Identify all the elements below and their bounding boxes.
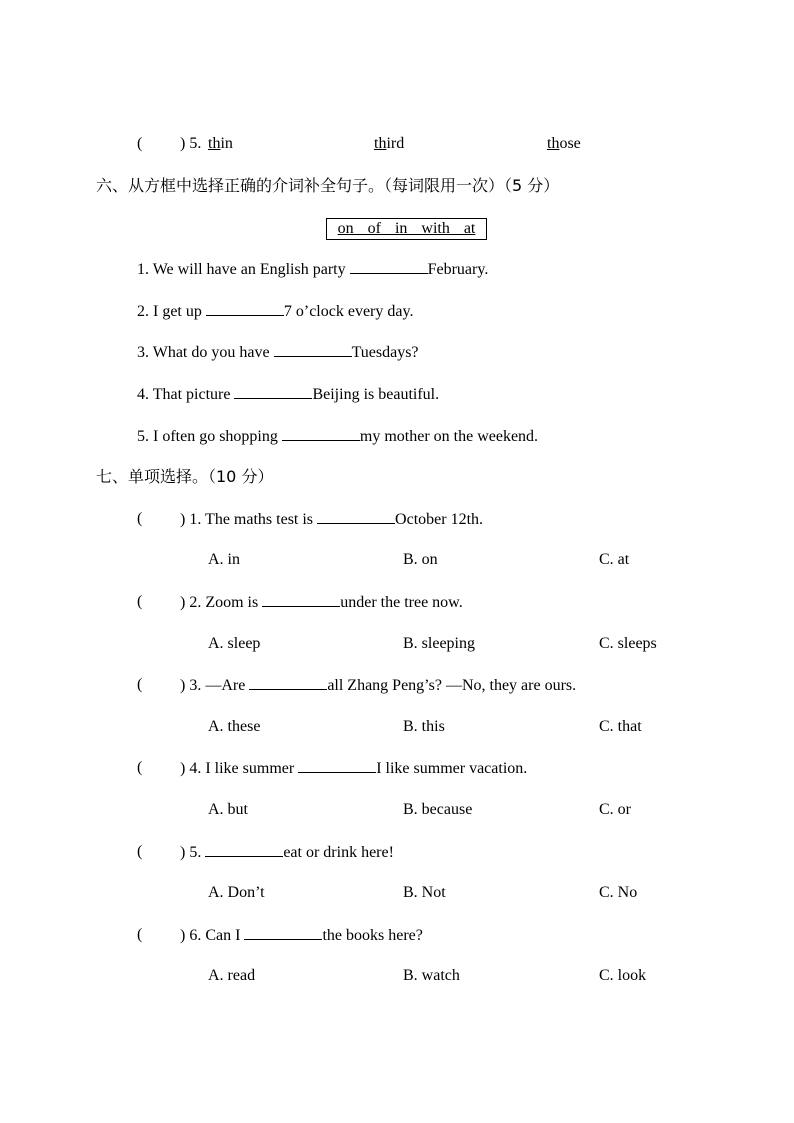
answer-paren[interactable]: ( [137,759,143,776]
phonics-word-1: thin [208,135,233,152]
answer-blank [249,675,327,690]
question-text: ) 6. Can I the books here? [180,927,423,944]
answer-paren[interactable]: ( [137,926,143,943]
option-c[interactable]: C. that [599,718,642,735]
question-text: ) 3. —Are all Zhang Peng’s? —No, they are ours. [180,677,577,694]
answer-paren[interactable]: ( [137,510,143,527]
option-b[interactable]: B. on [403,551,438,568]
answer-blank [205,842,283,857]
answer-paren[interactable]: ( [137,593,143,610]
item-number: ) 5. [180,135,202,152]
fill-item-1: 1. We will have an English party February. [137,261,489,278]
fill-item-2: 2. I get up 7 o’clock every day. [137,303,414,320]
question-text: ) 2. Zoom is under the tree now. [180,594,463,611]
fill-item-4: 4. That picture Beijing is beautiful. [137,386,440,403]
option-b[interactable]: B. sleeping [403,635,475,652]
option-c[interactable]: C. at [599,551,630,568]
option-c[interactable]: C. No [599,884,638,901]
option-c[interactable]: C. sleeps [599,635,657,652]
fill-item-5: 5. I often go shopping my mother on the weekend. [137,428,539,445]
question-text: ) 1. The maths test is October 12th. [180,511,484,528]
answer-blank [317,509,395,524]
answer-paren[interactable]: ( [137,843,143,860]
answer-blank[interactable] [282,426,360,441]
option-b[interactable]: B. Not [403,884,446,901]
option-a[interactable]: A. in [208,551,240,568]
option-c[interactable]: C. look [599,967,647,984]
option-a[interactable]: A. sleep [208,635,261,652]
option-a[interactable]: A. read [208,967,256,984]
option-a[interactable]: A. Don’t [208,884,265,901]
answer-paren[interactable]: ( [137,676,143,693]
answer-blank [298,758,376,773]
answer-blank [244,925,322,940]
question-text: ) 5. eat or drink here! [180,844,394,861]
section-6-heading: 六、从方框中选择正确的介词补全句子。（每词限用一次）（5 分） [96,176,560,195]
section-7-heading: 七、单项选择。（10 分） [96,467,274,486]
question-text: ) 4. I like summer I like summer vacation. [180,760,528,777]
answer-blank[interactable] [234,384,312,399]
option-a[interactable]: A. but [208,801,248,818]
answer-paren-open[interactable]: ( [137,135,143,152]
answer-blank [262,592,340,607]
option-b[interactable]: B. watch [403,967,460,984]
option-c[interactable]: C. or [599,801,631,818]
option-a[interactable]: A. these [208,718,261,735]
phonics-word-3: those [547,135,581,152]
answer-blank[interactable] [274,342,352,357]
option-b[interactable]: B. because [403,801,473,818]
phonics-word-2: third [374,135,405,152]
answer-blank[interactable] [350,259,428,274]
fill-item-3: 3. What do you have Tuesdays? [137,344,419,361]
answer-blank[interactable] [206,301,284,316]
option-b[interactable]: B. this [403,718,445,735]
word-bank-box: on of in with at [326,218,487,240]
